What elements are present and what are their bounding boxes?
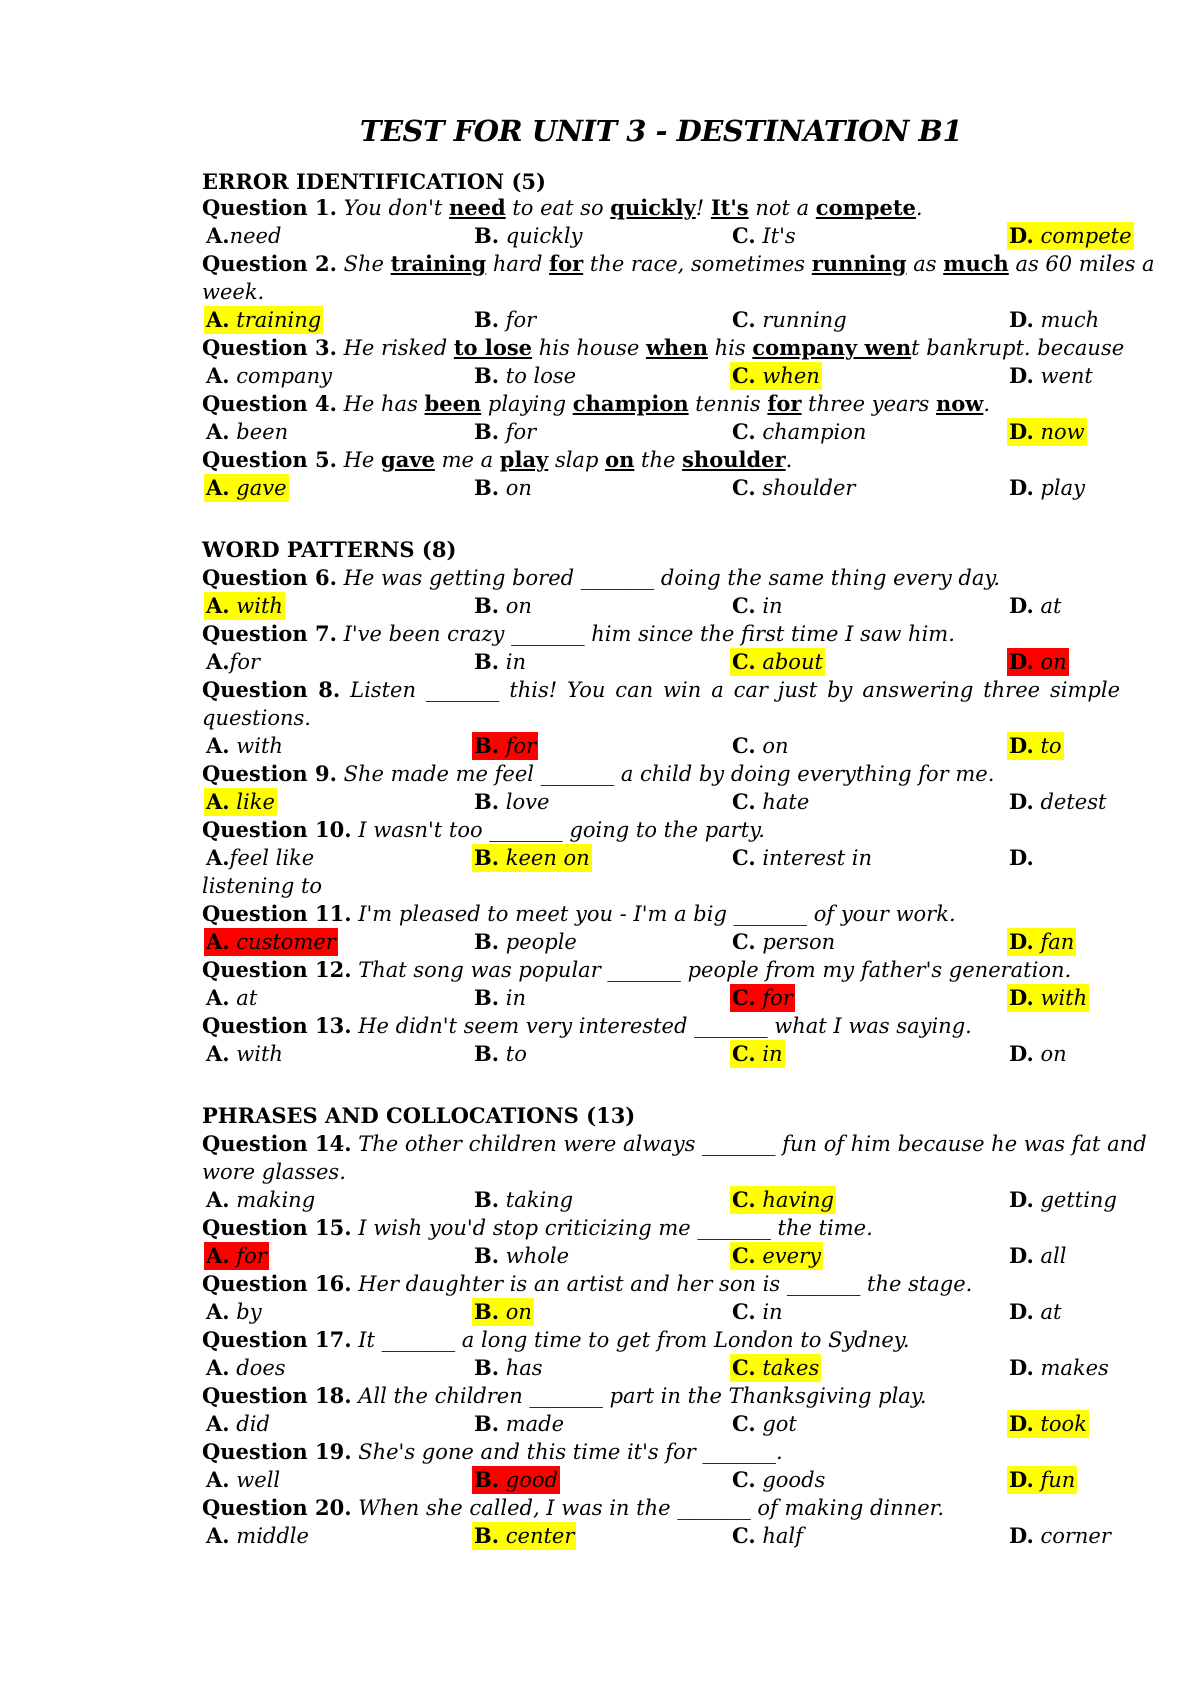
- question-text: his house: [532, 336, 646, 360]
- question-text: .: [785, 448, 793, 472]
- option-b[interactable]: B. whole: [474, 1243, 570, 1268]
- question-text: slap: [548, 448, 606, 472]
- option-a[interactable]: A. by: [206, 1299, 262, 1324]
- question-text: .: [915, 196, 923, 220]
- option-a[interactable]: A. with: [206, 593, 283, 618]
- option-a[interactable]: A. for: [206, 1243, 267, 1268]
- option-b[interactable]: B. good: [474, 1467, 558, 1492]
- question-4: [202, 390, 990, 418]
- option-d[interactable]: D. detest: [1009, 789, 1107, 814]
- option-a[interactable]: A.need: [206, 223, 282, 248]
- question-text: his: [707, 336, 753, 360]
- question-text: three years: [801, 392, 937, 416]
- options-row-11: [202, 928, 1120, 956]
- question-12: Question 12. That song was popular _______ people from my father's generation.: [202, 957, 1072, 982]
- option-d[interactable]: D. on: [1009, 649, 1067, 674]
- option-c[interactable]: C. got: [732, 1411, 797, 1436]
- option-a[interactable]: A.for: [206, 649, 261, 674]
- option-b[interactable]: B. for: [474, 307, 537, 332]
- underlined-word: wen: [864, 335, 912, 360]
- underlined-word: training: [390, 251, 487, 276]
- option-d[interactable]: D. makes: [1009, 1355, 1109, 1380]
- option-a[interactable]: A. training: [206, 307, 322, 332]
- option-a[interactable]: A.feel like: [206, 845, 315, 870]
- underlined-word: to lose: [453, 335, 533, 360]
- question-text: She: [336, 252, 391, 276]
- option-c[interactable]: C. shoulder: [732, 475, 856, 500]
- options-row-5: [202, 474, 1120, 502]
- option-a[interactable]: A. customer: [206, 929, 336, 954]
- options-row-14: [202, 1186, 1120, 1214]
- question-text: He risked: [336, 336, 454, 360]
- options-row-19: [202, 1466, 1120, 1494]
- question-19: Question 19. She's gone and this time it's for _______.: [202, 1439, 783, 1464]
- question-5: [202, 446, 792, 474]
- option-c[interactable]: C. for: [732, 985, 793, 1010]
- question-text: not a: [748, 196, 816, 220]
- underlined-word: compete: [815, 195, 916, 220]
- question-1: [202, 194, 923, 222]
- option-a[interactable]: A. with: [206, 733, 283, 758]
- question-text: hard: [486, 252, 550, 276]
- option-a[interactable]: A. making: [206, 1187, 316, 1212]
- option-d[interactable]: D. took: [1009, 1411, 1087, 1436]
- question-label: Question 4.: [202, 391, 337, 416]
- option-d[interactable]: D. on: [1009, 1041, 1067, 1066]
- underlined-word: much: [943, 251, 1009, 276]
- option-d-continuation: listening to: [202, 874, 323, 898]
- question-10: Question 10. I wasn't too _______ going to the party.: [202, 817, 765, 842]
- section-heading-phrases-collocations: PHRASES AND COLLOCATIONS (13): [202, 1103, 636, 1128]
- underlined-word: on: [605, 447, 635, 472]
- option-a[interactable]: A. at: [206, 985, 258, 1010]
- option-b[interactable]: B. for: [474, 419, 537, 444]
- question-20: Question 20. When she called, I was in the _______ of making dinner.: [202, 1495, 945, 1520]
- option-c[interactable]: C. running: [732, 307, 847, 332]
- option-b[interactable]: B. has: [474, 1355, 543, 1380]
- question-label: Question 1.: [202, 195, 337, 220]
- option-b[interactable]: B. to lose: [474, 363, 577, 388]
- option-c[interactable]: C. having: [732, 1187, 834, 1212]
- option-b[interactable]: B. love: [474, 789, 550, 814]
- question-text: me a: [434, 448, 500, 472]
- underlined-word: champion: [572, 391, 689, 416]
- question-text: playing: [481, 392, 573, 416]
- option-a[interactable]: A. well: [206, 1467, 281, 1492]
- options-row-20: [202, 1522, 1120, 1550]
- options-row-3: [202, 362, 1120, 390]
- option-d[interactable]: D. all: [1009, 1243, 1067, 1268]
- option-a[interactable]: A. did: [206, 1411, 270, 1436]
- option-d[interactable]: D. play: [1009, 475, 1086, 500]
- options-row-4: [202, 418, 1120, 446]
- option-c[interactable]: C. champion: [732, 419, 867, 444]
- option-a[interactable]: A. been: [206, 419, 289, 444]
- option-c[interactable]: C. about: [732, 649, 823, 674]
- options-row-6: [202, 592, 1120, 620]
- section-heading-error-identification: ERROR IDENTIFICATION (5): [202, 169, 546, 194]
- question-8-continuation: questions.: [202, 706, 311, 730]
- options-row-1: [202, 222, 1132, 250]
- options-row-7: [202, 648, 1120, 676]
- underlined-word: shoulder: [682, 447, 786, 472]
- option-b[interactable]: B. quickly: [474, 223, 583, 248]
- options-row-17: [202, 1354, 1120, 1382]
- option-d[interactable]: D. with: [1009, 985, 1088, 1010]
- option-c[interactable]: C. It's: [732, 223, 796, 248]
- option-b[interactable]: B. people: [474, 929, 577, 954]
- option-d[interactable]: D. much: [1009, 307, 1100, 332]
- question-16: Question 16. Her daughter is an artist and her son is _______ the stage.: [202, 1271, 973, 1296]
- underlined-word: quickly: [610, 195, 696, 220]
- option-c[interactable]: C. in: [732, 1299, 783, 1324]
- option-b[interactable]: B. made: [474, 1411, 565, 1436]
- underlined-word: running: [811, 251, 907, 276]
- option-b[interactable]: B. taking: [474, 1187, 574, 1212]
- options-row-15: [202, 1242, 1120, 1270]
- option-d[interactable]: D. at: [1009, 593, 1062, 618]
- options-row-16: [202, 1298, 1120, 1326]
- question-18: Question 18. All the children _______ part in the Thanksgiving play.: [202, 1383, 927, 1408]
- underlined-word: for: [767, 391, 802, 416]
- option-b[interactable]: B. to: [474, 1041, 527, 1066]
- option-d[interactable]: D. to: [1009, 733, 1062, 758]
- question-14: Question 14. The other children were always _______ fun of him because he was fat and: [202, 1131, 1147, 1156]
- question-9: Question 9. She made me feel _______ a child by doing everything for me.: [202, 761, 995, 786]
- option-b[interactable]: B. on: [474, 475, 532, 500]
- options-row-13: [202, 1040, 1120, 1068]
- question-text: as 60 miles a: [1008, 252, 1155, 276]
- question-label: Question 3.: [202, 335, 337, 360]
- question-text: He: [336, 448, 382, 472]
- question-14-continuation: wore glasses.: [202, 1160, 346, 1184]
- section-heading-word-patterns: WORD PATTERNS (8): [202, 537, 457, 562]
- underlined-word: gave: [381, 447, 435, 472]
- question-text: He has: [336, 392, 425, 416]
- underlined-word: when: [645, 335, 708, 360]
- options-row-2: [202, 306, 1120, 334]
- underlined-word: been: [424, 391, 482, 416]
- question-text: .: [983, 392, 991, 416]
- option-a[interactable]: A. company: [206, 363, 332, 388]
- options-row-12: [202, 984, 1120, 1012]
- question-text: You don't: [336, 196, 449, 220]
- option-b[interactable]: B. center: [474, 1523, 575, 1548]
- option-a[interactable]: A. middle: [206, 1523, 309, 1548]
- option-d[interactable]: D. went: [1009, 363, 1093, 388]
- question-17: Question 17. It _______ a long time to get from London to Sydney.: [202, 1327, 910, 1352]
- question-text: the: [634, 448, 683, 472]
- options-row-9: [202, 788, 1120, 816]
- question-15: Question 15. I wish you'd stop criticizing me _______ the time.: [202, 1215, 873, 1240]
- underlined-word: It's: [710, 195, 749, 220]
- question-text: tennis: [688, 392, 768, 416]
- option-c[interactable]: C. in: [732, 593, 783, 618]
- question-7: Question 7. I've been crazy _______ him since the first time I saw him.: [202, 621, 955, 646]
- question-label: Question 5.: [202, 447, 337, 472]
- underlined-word: company: [752, 335, 858, 360]
- option-b[interactable]: B. in: [474, 649, 526, 674]
- question-text: the race, sometimes: [583, 252, 812, 276]
- option-b[interactable]: B. on: [474, 593, 532, 618]
- option-c[interactable]: C. takes: [732, 1355, 820, 1380]
- option-c[interactable]: C. in: [732, 1041, 783, 1066]
- question-text: as: [906, 252, 944, 276]
- option-d[interactable]: D. corner: [1009, 1523, 1111, 1548]
- option-c[interactable]: C. on: [732, 733, 789, 758]
- option-d[interactable]: D. fan: [1009, 929, 1075, 954]
- option-b[interactable]: B. keen on: [474, 845, 590, 870]
- page-title: TEST FOR UNIT 3 - DESTINATION B1: [359, 114, 963, 148]
- option-c[interactable]: C. every: [732, 1243, 821, 1268]
- option-d[interactable]: D. now: [1009, 419, 1085, 444]
- question-2-continuation: week.: [202, 280, 265, 304]
- question-2: [202, 250, 1155, 278]
- option-b[interactable]: B. in: [474, 985, 526, 1010]
- option-a[interactable]: A. with: [206, 1041, 283, 1066]
- option-a[interactable]: A. does: [206, 1355, 286, 1380]
- question-text: to eat so: [505, 196, 611, 220]
- options-row-10: [202, 844, 1120, 872]
- option-c[interactable]: C. goods: [732, 1467, 826, 1492]
- underlined-word: play: [499, 447, 549, 472]
- option-d[interactable]: D. getting: [1009, 1187, 1117, 1212]
- option-c[interactable]: C. when: [732, 363, 820, 388]
- option-c[interactable]: C. person: [732, 929, 836, 954]
- option-c[interactable]: C. half: [732, 1523, 803, 1548]
- option-d[interactable]: D. compete: [1009, 223, 1132, 248]
- underlined-word: now: [936, 391, 984, 416]
- option-c[interactable]: C. interest in: [732, 845, 873, 870]
- question-text: t bankrupt. because: [911, 336, 1125, 360]
- option-b[interactable]: B. for: [474, 733, 537, 758]
- question-11: Question 11. I'm pleased to meet you - I'm a big _______ of your work.: [202, 901, 956, 926]
- question-6: Question 6. He was getting bored _______ doing the same thing every day.: [202, 565, 1001, 590]
- option-b[interactable]: B. on: [474, 1299, 532, 1324]
- question-label: Question 2.: [202, 251, 337, 276]
- underlined-word: for: [549, 251, 584, 276]
- options-row-8: [202, 732, 1120, 760]
- options-row-18: [202, 1410, 1120, 1438]
- option-d[interactable]: D.: [1009, 845, 1034, 870]
- option-a[interactable]: A. gave: [206, 475, 287, 500]
- option-a[interactable]: A. like: [206, 789, 275, 814]
- question-8: Question 8. Listen _______ this! You can win a car just by answering three simple: [202, 677, 1120, 702]
- option-d[interactable]: D. fun: [1009, 1467, 1076, 1492]
- question-13: Question 13. He didn't seem very interested _______ what I was saying.: [202, 1013, 972, 1038]
- option-d[interactable]: D. at: [1009, 1299, 1062, 1324]
- question-text: !: [695, 196, 711, 220]
- underlined-word: need: [449, 195, 506, 220]
- question-3: [202, 334, 1124, 362]
- option-c[interactable]: C. hate: [732, 789, 810, 814]
